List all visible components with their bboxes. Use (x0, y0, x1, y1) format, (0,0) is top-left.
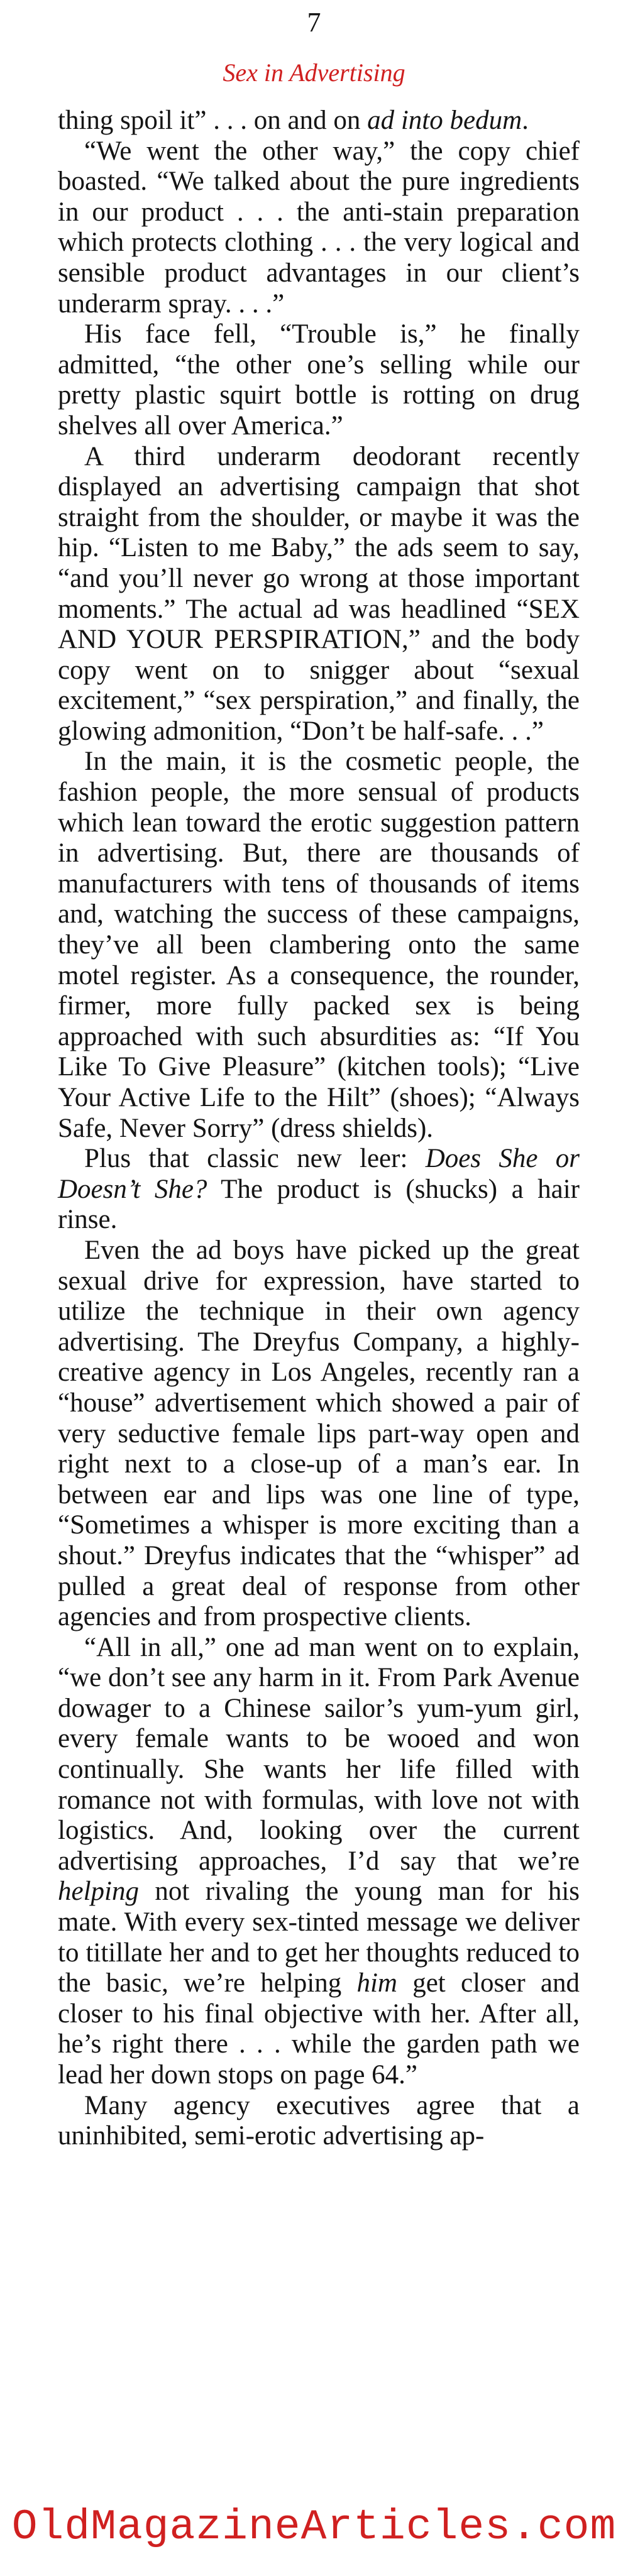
paragraph-text: not rivaling the young man for his mate. With every sex-tinted message we deliver to titillate her and to get her thoughts reduced to the basic, we’re helping (58, 1877, 580, 1998)
article-paragraph (58, 1144, 580, 1236)
paragraph-text: Even the ad boys have picked up the great sexual drive for expression, have started to utilize the technique in their own agency advertising. The Dreyfus Company, a highly-creative agency in Los Angeles, recently ran a “house” advertisement which showed a pair of very seductive female lips part-way open and right next to a close-up of a man’s ear. In between ear and lips was one line of type, “Sometimes a whisper is more exciting than a shout.” Dreyfus indicates that the “whisper” ad pulled a great deal of response from other agencies and from prospective clients. (58, 1235, 580, 1632)
paragraph-text: In the main, it is the cosmetic people, the fashion people, the more sensual of products which lean toward the erotic suggestion pattern in advertising. But, there are thousands of manufacturers with tens of thousands of items and, watching the success of these campaigns, they’ve all been clambering onto the same motel register. As a consequence, the rounder, firmer, more fully packed sex is being approached with such absurdities as: “If You Like To Give Pleasure” (kitchen tools); “Live Your Active Life to the Hilt” (shoes); “Always Safe, Never Sorry” (dress shields). (58, 747, 580, 1143)
paragraph-text: His face fell, “Trouble is,” he finally admitted, “the other one’s selling while our pretty plastic squirt bottle is rotting on drug shelves all over America.” (58, 319, 580, 441)
paragraph-text: A third underarm deodorant recently displayed an advertising campaign that shot straight from the shoulder, or maybe it was the hip. “Listen to me Baby,” the ads seem to say, “and you’ll never go wrong at those important moments.” The actual ad was headlined “SEX AND YOUR PERSPIRATION,” and the body copy went on to snigger about “sexual excitement,” “sex perspiration,” and finally, the glowing admonition, “Don’t be half-safe. . .” (58, 441, 580, 746)
paragraph-text: “All in all,” one ad man went on to explain, “we don’t see any harm in it. From Park Avenue dowager to a Chinese sailor’s yum-yum girl, every female wants to be wooed and won continually. She wants her life filled with romance not with formulas, with love not with logistics. And, looking over the current advertising approaches, I’d say that we’re (58, 1632, 580, 1876)
page-number: 7 (307, 7, 321, 38)
italic-text: Does She or Doesn’t She? (58, 1144, 580, 1204)
paragraph-text: thing spoil it” . . . on and on (58, 106, 368, 135)
italic-text: ad into bedum (367, 106, 522, 135)
article-paragraph (58, 136, 580, 320)
running-head: Sex in Advertising (223, 58, 405, 87)
article-paragraph (58, 1633, 580, 2091)
article-paragraph (58, 2091, 580, 2152)
italic-text: him (356, 1968, 397, 1998)
article-paragraph (58, 1236, 580, 1633)
paragraph-text: The product is (shucks) a hair rinse. (58, 1174, 580, 1235)
paragraph-text: get closer and closer to his final objective with her. After all, he’s right there . . . while the garden path we lead her down stops on page 64.” (58, 1968, 580, 2090)
footer-site-name: OldMagazineArticles.com (11, 2503, 617, 2551)
article-body (58, 106, 580, 2152)
paragraph-text: “We went the other way,” the copy chief boasted. “We talked about the pure ingredients in our product . . . the anti-stain preparation which protects clothing . . . the very logical and sensible product advantages in our client’s underarm spray. . . .” (58, 136, 580, 319)
paragraph-text: Plus that classic new leer: (84, 1144, 426, 1174)
article-paragraph (58, 747, 580, 1144)
article-paragraph (58, 319, 580, 441)
italic-text: helping (58, 1877, 139, 1907)
article-paragraph (58, 442, 580, 747)
paragraph-text: . (522, 106, 529, 135)
article-paragraph (58, 106, 580, 136)
paragraph-text: Many agency executives agree that a uninhibited, semi-erotic advertising ap- (58, 2090, 580, 2151)
